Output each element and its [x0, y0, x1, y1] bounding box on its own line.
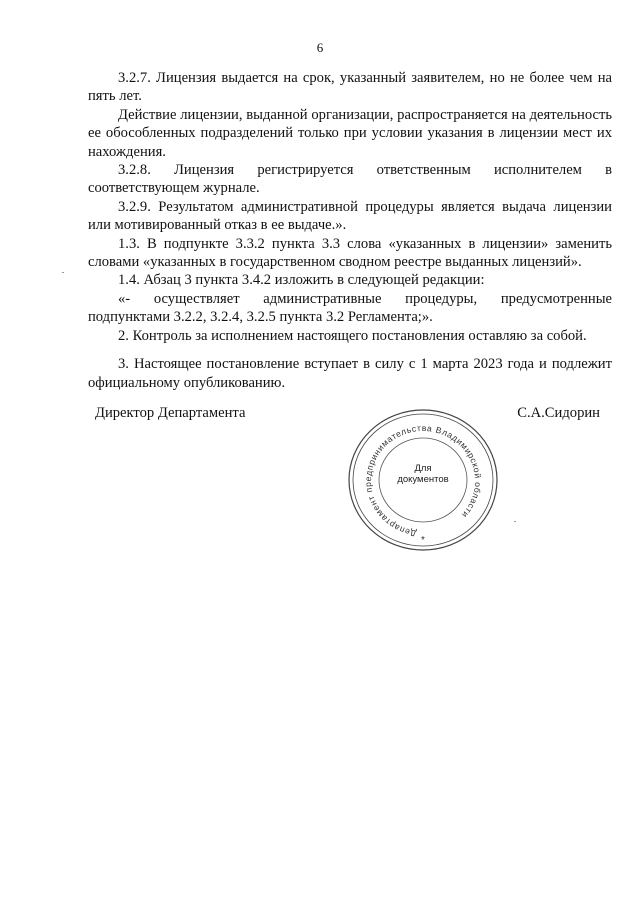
signature-name: С.А.Сидорин — [517, 405, 600, 421]
signature-position: Директор Департамента — [95, 405, 246, 421]
paragraph-3-2-8: 3.2.8. Лицензия регистрируется ответственным исполнителем в соответствующем журнале. — [88, 162, 612, 197]
paragraph-1-4-text: «- осуществляет административные процедуры, предусмотренные подпунктами 3.2.2, 3.2.4, 3.2.5 пункта 3.2 Регламента;». — [88, 290, 612, 326]
seal-ring-text: Департамент предпринимательства Владимирской области — [362, 422, 484, 539]
seal-center-line1: Для — [414, 463, 432, 474]
official-seal — [345, 407, 501, 553]
seal-center — [397, 463, 449, 485]
paragraph-3-2-9: 3.2.9. Результатом административной процедуры является выдача лицензии или мотивированный отказ в ее выдаче.». — [88, 198, 612, 234]
paragraph-1-3: 1.3. В подпункте 3.3.2 пункта 3.3 слова «указанных в лицензии» заменить словами «указанных в государственном сводном реестре выданных лицензий». — [88, 235, 612, 271]
seal-star: * — [421, 535, 425, 546]
paragraph-license-scope: Действие лицензии, выданной организации, распространяется на деятельность ее обособленных подразделений только при условии указания в лицензии мест их нахождения. — [88, 106, 612, 160]
paragraph-2: 2. Контроль за исполнением настоящего постановления оставляю за собой. — [118, 327, 587, 344]
seal-center-line2: документов — [397, 474, 449, 485]
paragraph-1-4: 1.4. Абзац 3 пункта 3.4.2 изложить в следующей редакции: — [118, 272, 485, 289]
document-body — [88, 69, 612, 396]
scan-speck — [514, 521, 516, 522]
page-number: 6 — [316, 40, 324, 55]
paragraph-3: 3. Настоящее постановление вступает в силу с 1 марта 2023 года и подлежит официальному опубликованию. — [88, 356, 612, 391]
paragraph-3-2-7: 3.2.7. Лицензия выдается на срок, указанный заявителем, но не более чем на пять лет. — [88, 70, 612, 105]
scan-speck — [62, 272, 64, 273]
